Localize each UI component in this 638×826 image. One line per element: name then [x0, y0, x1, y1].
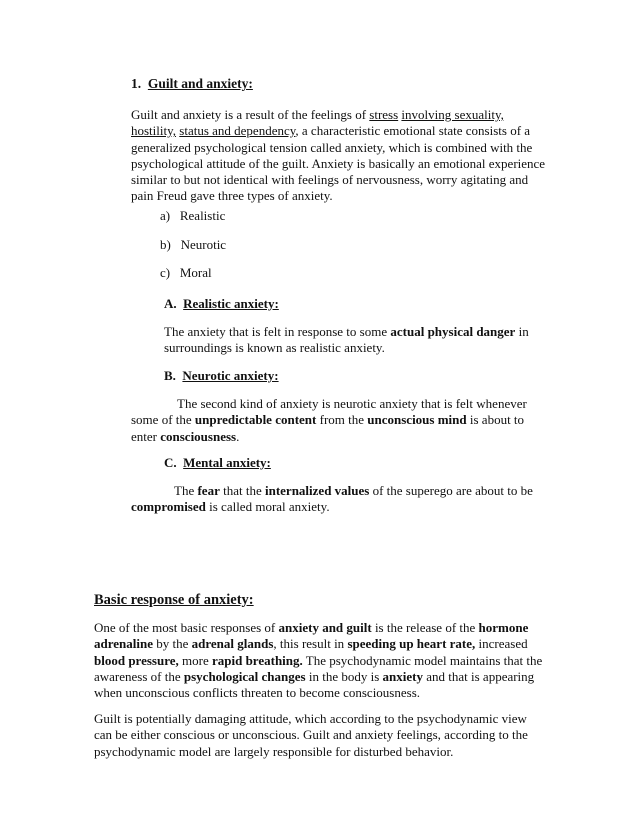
realistic-anxiety-paragraph: The anxiety that is felt in response to some actual physical danger in surroundings is known as realistic anxiety. [164, 324, 529, 356]
subheading-mental-anxiety: C. Mental anxiety: [164, 455, 271, 470]
list-item: a) Realistic [160, 208, 226, 223]
neurotic-anxiety-paragraph: The second kind of anxiety is neurotic anxiety that is felt whenever some of the unpredictable content from the unconscious mind is about to enter consciousness. [131, 396, 527, 444]
section-heading-basic-response: Basic response of anxiety: [94, 592, 254, 608]
list-item: b) Neurotic [160, 237, 227, 252]
section-title: Guilt and anxiety: [147, 76, 253, 91]
mental-anxiety-paragraph: The fear that the internalized values of the superego are about to be compromised is called moral anxiety. [131, 483, 533, 515]
basic-response-paragraph: One of the most basic responses of anxiety and guilt is the release of the hormone adrenaline by the adrenal glands, this result in speeding up heart rate, increased blood pressure, more rapid breathing. The psychodynamic model maintains that the awareness of the psychological changes in the body is anxiety and that is appearing when unconscious conflicts threaten to become consciousness. [94, 620, 543, 701]
subheading-realistic-anxiety: A. Realistic anxiety: [164, 296, 279, 311]
section-heading-guilt-anxiety [131, 76, 253, 92]
intro-paragraph: Guilt and anxiety is a result of the feelings of stress involving sexuality, hostility, status and dependency, a characteristic emotional state consists of a generalized psychological tension called anxiety, which is combined with the psychological attitude of the guilt. Anxiety is basically an emotional experience similar to but not identical with feelings of nervousness, worry agitating and pain Freud gave three types of anxiety. [131, 107, 546, 204]
section-number: 1. [131, 76, 142, 91]
subheading-neurotic-anxiety: B. Neurotic anxiety: [164, 368, 279, 383]
guilt-paragraph: Guilt is potentially damaging attitude, which according to the psychodynamic view can be either conscious or unconscious. Guilt and anxiety feelings, according to the psychodynamic model are largely responsible for disturbed behavior. [94, 711, 528, 759]
list-item: c) Moral [160, 265, 212, 280]
